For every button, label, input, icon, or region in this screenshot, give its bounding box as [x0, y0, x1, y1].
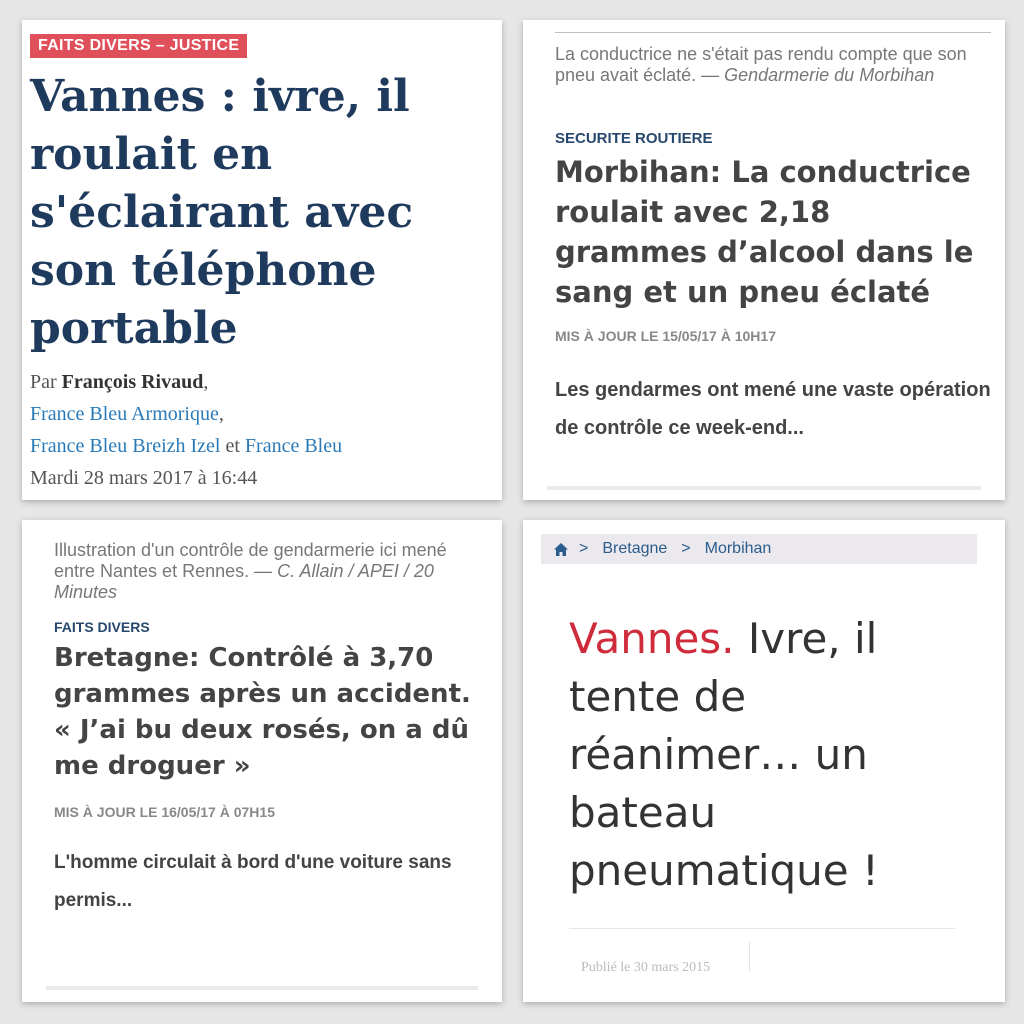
publish-date: Mardi 28 mars 2017 à 16:44 [30, 467, 258, 489]
caption-credit: C. Allain / APEI / 20 Minutes [54, 561, 434, 602]
image-caption [54, 540, 464, 603]
section-kicker[interactable]: SECURITE ROUTIERE [555, 130, 713, 147]
byline-comma: , [218, 403, 224, 425]
breadcrumb-item-morbihan[interactable]: Morbihan [704, 540, 772, 557]
home-icon[interactable] [553, 542, 569, 557]
byline-comma: , [203, 371, 209, 393]
article-card-morbihan[interactable] [523, 20, 1005, 500]
updated-timestamp: MIS À JOUR LE 16/05/17 À 07H15 [54, 804, 275, 820]
caption-text: Illustration d'un contrôle de gendarmerie ici mené entre Nantes et Rennes. — [54, 540, 447, 581]
article-card-vannes-bateau[interactable] [523, 520, 1005, 1002]
source-link-france-bleu[interactable]: France Bleu [244, 435, 343, 457]
caption-text: La conductrice ne s'était pas rendu compte que son pneu avait éclaté. — [555, 44, 967, 85]
caption-credit: Gendarmerie du Morbihan [724, 65, 935, 85]
article-title[interactable]: Vannes : ivre, il roulait en s'éclairant avec son téléphone portable [30, 71, 414, 354]
divider [547, 486, 981, 490]
article-title[interactable]: Morbihan: La conductrice roulait avec 2,18 grammes d’alcool dans le sang et un pneu éclaté [555, 155, 974, 309]
breadcrumb [541, 534, 977, 564]
title-location: Vannes. [569, 614, 735, 663]
category-tag[interactable]: FAITS DIVERS – JUSTICE [30, 34, 247, 58]
divider [569, 928, 955, 929]
image-caption [555, 44, 985, 110]
title-text: Ivre, il tente de réanimer… un bateau pneumatique ! [569, 614, 879, 895]
breadcrumb-separator: > [681, 540, 691, 557]
divider [555, 32, 991, 33]
section-kicker[interactable]: FAITS DIVERS [54, 619, 150, 635]
divider [749, 942, 750, 972]
article-lede: L'homme circulait à bord d'une voiture sans permis... [54, 852, 452, 911]
article-lede: Les gendarmes ont mené une vaste opération de contrôle ce week-end... [555, 379, 991, 439]
source-link-armorique[interactable]: France Bleu Armorique [30, 403, 219, 425]
article-title[interactable]: Bretagne: Contrôlé à 3,70 grammes après un accident. « J’ai bu deux rosés, on a dû me droguer » [54, 643, 471, 781]
source-link-breizh-izel[interactable]: France Bleu Breizh Izel [30, 435, 221, 457]
article-card-france-bleu[interactable] [22, 20, 502, 500]
breadcrumb-separator: > [579, 540, 589, 557]
byline-and: et [220, 435, 245, 457]
author-name: François Rivaud [61, 371, 204, 393]
byline [30, 366, 490, 494]
publish-date: Publié le 30 mars 2015 [581, 960, 711, 975]
divider [46, 986, 478, 990]
updated-timestamp: MIS À JOUR LE 15/05/17 À 10H17 [555, 328, 776, 344]
breadcrumb-item-bretagne[interactable]: Bretagne [602, 540, 668, 557]
article-card-bretagne[interactable] [22, 520, 502, 1002]
byline-prefix: Par [30, 371, 62, 393]
article-title[interactable] [569, 610, 979, 900]
